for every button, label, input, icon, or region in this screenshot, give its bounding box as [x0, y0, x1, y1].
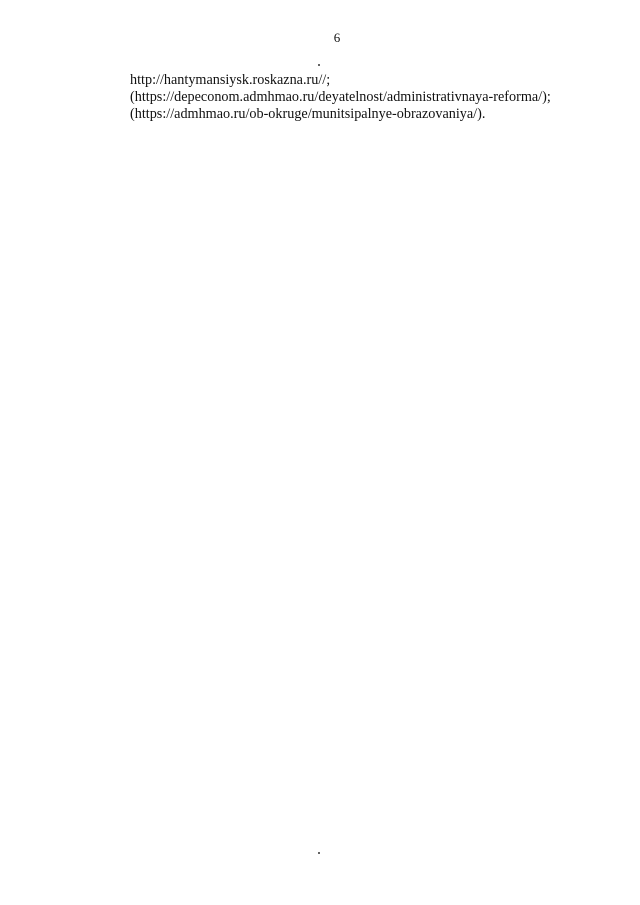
paragraph-item-3 [92, 72, 582, 89]
page-number: 6 [333, 30, 341, 45]
document-body [92, 72, 582, 122]
scan-speck [318, 64, 320, 66]
treasury-url: http://hantymansiysk.roskazna.ru//; [130, 72, 331, 88]
paragraph-item-5 [92, 106, 582, 123]
scan-speck [318, 852, 320, 854]
depeconom-url: (https://depeconom.admhmao.ru/deyatelnost/administrativnaya-reforma/); [130, 88, 551, 105]
admhmao-url: (https://admhmao.ru/ob-okruge/munitsipalnye-obrazovaniya/). [130, 105, 486, 122]
paragraph-item-4 [92, 89, 582, 106]
